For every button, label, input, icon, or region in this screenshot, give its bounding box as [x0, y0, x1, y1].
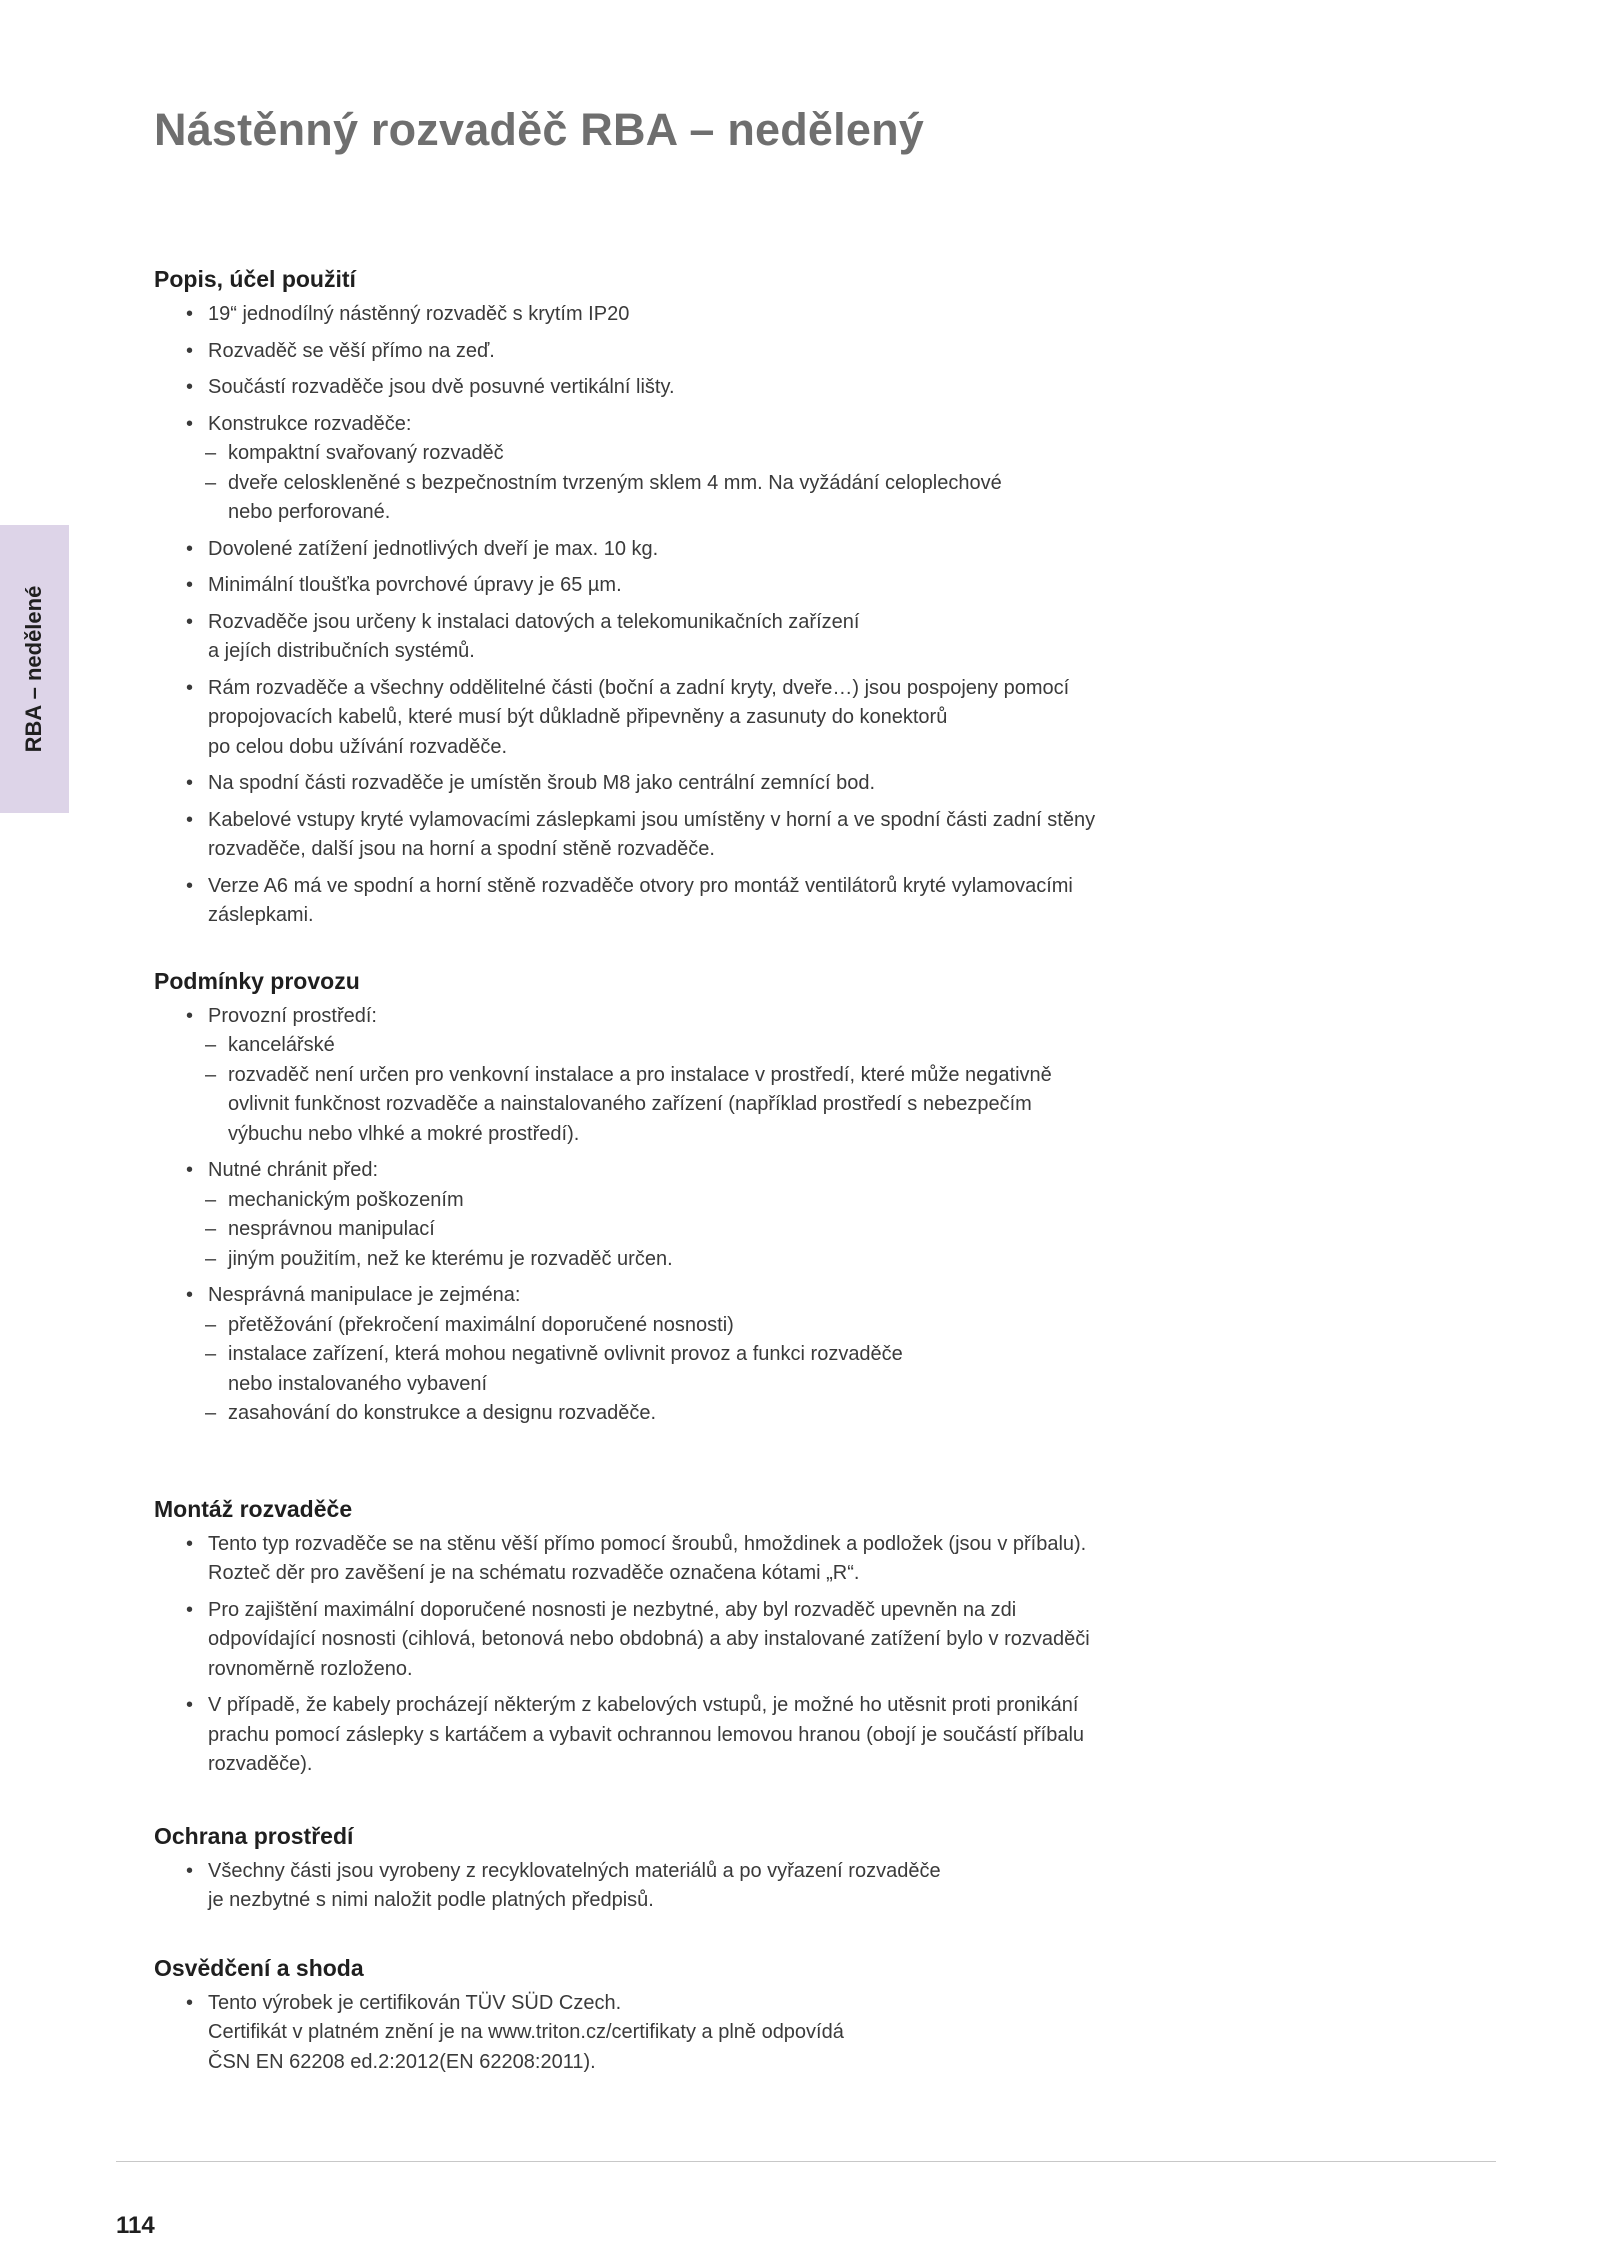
dash-icon: –	[205, 1343, 217, 1365]
dash-icon: –	[205, 1313, 217, 1336]
list-item	[154, 410, 1234, 528]
page-number: 114	[116, 2212, 155, 2239]
bullet-list	[154, 1002, 1234, 1429]
text-line: Nutné chránit před:	[208, 1159, 379, 1181]
list-item	[154, 1691, 1234, 1780]
text-line: – mechanickým poškozením	[208, 1186, 1234, 1216]
list-item	[154, 300, 1234, 330]
bullet-icon: •	[186, 1598, 194, 1621]
bullet-icon: •	[186, 1859, 194, 1882]
text-line: Pro zajištění maximální doporučené nosnosti je nezbytné, aby byl rozvaděč upevněn na zdi	[208, 1598, 1017, 1621]
dash-icon: –	[205, 1063, 217, 1086]
text-line: – zasahování do konstrukce a designu rozvaděče.	[208, 1399, 1234, 1429]
list-item	[154, 1857, 1234, 1916]
text-line: Kabelové vstupy kryté vylamovacími záslepkami jsou umístěny v horní a ve spodní části zadní stěny	[208, 808, 1096, 831]
bullet-icon: •	[186, 874, 194, 897]
list-item	[154, 608, 1234, 667]
text-line: odpovídající nosnosti (cihlová, betonová nebo obdobná) a aby instalované zatížení bylo v rozvaděči	[208, 1628, 1090, 1650]
text-line: – přetěžování (překročení maximální doporučené nosnosti)	[208, 1311, 1234, 1341]
dash-icon: –	[205, 1247, 217, 1270]
bullet-icon: •	[186, 412, 194, 435]
section-title: Montáž rozvaděče	[154, 1495, 353, 1522]
text-line: Tento typ rozvaděče se na stěnu věší přímo pomocí šroubů, hmoždinek a podložek (jsou v příbalu).	[208, 1532, 1087, 1555]
section	[154, 1494, 1234, 1780]
text-line: Konstrukce rozvaděče:	[208, 412, 412, 435]
text-line: – kompaktní svařovaný rozvaděč	[208, 439, 1234, 469]
section	[154, 264, 1234, 931]
bullet-list	[154, 1857, 1234, 1916]
text-line: – jiným použitím, než ke kterému je rozvaděč určen.	[208, 1245, 1234, 1275]
section-spacer	[154, 1923, 1234, 1953]
section-title: Osvědčení a shoda	[154, 1954, 364, 1981]
bullet-icon: •	[186, 610, 194, 633]
text-line: Rám rozvaděče a všechny oddělitelné části (boční a zadní kryty, dveře…) jsou pospojeny pomocí	[208, 676, 1070, 699]
text-line: Rozteč děr pro zavěšení je na schématu rozvaděče označena kótami „R“.	[208, 1562, 860, 1584]
list-item	[154, 769, 1234, 799]
dash-icon: –	[205, 1188, 217, 1211]
text-line: Na spodní části rozvaděče je umístěn šroub M8 jako centrální zemnící bod.	[208, 772, 876, 794]
text-line: – kancelářské	[208, 1031, 1234, 1061]
text-line: rozvaděče).	[208, 1753, 313, 1775]
section-spacer	[154, 1787, 1234, 1821]
list-item	[154, 535, 1234, 565]
text-line: Všechny části jsou vyrobeny z recyklovatelných materiálů a po vyřazení rozvaděče	[208, 1859, 941, 1882]
list-item	[154, 373, 1234, 403]
text-line: rozvaděče, další jsou na horní a spodní stěně rozvaděče.	[208, 838, 715, 860]
bullet-icon: •	[186, 1159, 194, 1181]
text-line: Tento výrobek je certifikován TÜV SÜD Czech.	[208, 1991, 622, 2014]
text-line: Rozvaděče jsou určeny k instalaci datových a telekomunikačních zařízení	[208, 610, 860, 633]
page-title: Nástěnný rozvaděč RBA – nedělený	[154, 104, 924, 155]
bullet-icon: •	[186, 574, 194, 596]
section	[154, 966, 1234, 1429]
bullet-icon: •	[186, 1991, 194, 2014]
text-line: prachu pomocí záslepky s kartáčem a vybavit ochrannou lemovou hranou (obojí je součástí příbalu	[208, 1723, 1085, 1746]
list-item	[154, 1530, 1234, 1589]
text-line: – rozvaděč není určen pro venkovní instalace a pro instalace v prostředí, které může negativně	[208, 1061, 1234, 1091]
bullet-list	[154, 1989, 1234, 2078]
text-line: – nesprávnou manipulací	[208, 1215, 1234, 1245]
text-line: výbuchu nebo vlhké a mokré prostředí).	[228, 1122, 580, 1145]
bullet-icon: •	[186, 1532, 194, 1555]
dash-icon: –	[205, 1034, 217, 1056]
bullet-icon: •	[186, 1004, 194, 1027]
text-line: Rozvaděč se věší přímo na zeď.	[208, 339, 495, 362]
dash-icon: –	[205, 442, 217, 464]
text-line: Dovolené zatížení jednotlivých dveří je max. 10 kg.	[208, 537, 659, 560]
bullet-icon: •	[186, 676, 194, 699]
text-line: Verze A6 má ve spodní a horní stěně rozvaděče otvory pro montáž ventilátorů kryté vylamovacími	[208, 874, 1073, 897]
bullet-icon: •	[186, 303, 194, 325]
list-item	[154, 674, 1234, 763]
side-tab-label: RBA – nedělené	[21, 585, 46, 753]
list-item	[154, 1281, 1234, 1429]
bullet-icon: •	[186, 537, 194, 560]
section	[154, 1821, 1234, 1916]
list-item	[154, 1002, 1234, 1150]
bullet-icon: •	[186, 1694, 194, 1716]
text-line: Minimální tloušťka povrchové úpravy je 65 µm.	[208, 574, 622, 596]
list-item	[154, 571, 1234, 601]
bullet-icon: •	[186, 1284, 194, 1306]
text-line: V případě, že kabely procházejí některým z kabelových vstupů, je možné ho utěsnit proti pronikání	[208, 1694, 1079, 1716]
dash-icon: –	[205, 471, 217, 494]
section-title: Popis, účel použití	[154, 266, 356, 292]
list-item	[154, 872, 1234, 931]
text-line: záslepkami.	[208, 904, 314, 926]
list-item	[154, 337, 1234, 367]
section	[154, 1953, 1234, 2078]
bullet-icon: •	[186, 339, 194, 362]
text-line: ČSN EN 62208 ed.2:2012(EN 62208:2011).	[208, 2050, 596, 2073]
dash-icon: –	[205, 1402, 217, 1424]
section-title: Podmínky provozu	[154, 967, 360, 994]
text-line: – dveře celoskleněné s bezpečnostním tvrzeným sklem 4 mm. Na vyžádání celoplechové	[208, 469, 1234, 499]
text-line: nebo instalovaného vybavení	[228, 1372, 488, 1395]
bullet-list	[154, 300, 1234, 931]
bullet-icon: •	[186, 808, 194, 831]
text-line: – instalace zařízení, která mohou negativně ovlivnit provoz a funkci rozvaděče	[208, 1340, 1234, 1370]
text-line: ovlivnit funkčnost rozvaděče a nainstalovaného zařízení (například prostředí s nebezpečím	[228, 1093, 1032, 1115]
section-spacer	[154, 1436, 1234, 1494]
text-line: Provozní prostředí:	[208, 1004, 377, 1027]
list-item	[154, 1596, 1234, 1685]
list-item	[154, 1156, 1234, 1274]
text-line: propojovacích kabelů, které musí být důkladně připevněny a zasunuty do konektorů	[208, 706, 948, 728]
section-title: Ochrana prostředí	[154, 1822, 354, 1849]
footer-divider	[116, 2161, 1496, 2162]
bullet-icon: •	[186, 376, 194, 398]
document-body	[154, 264, 1234, 2084]
text-line: nebo perforované.	[228, 501, 391, 523]
dash-icon: –	[205, 1218, 217, 1240]
text-line: Součástí rozvaděče jsou dvě posuvné vertikální lišty.	[208, 376, 675, 398]
text-line: po celou dobu užívání rozvaděče.	[208, 735, 508, 758]
section-spacer	[154, 938, 1234, 966]
list-item	[154, 1989, 1234, 2078]
text-line: a jejích distribučních systémů.	[208, 640, 475, 662]
text-line: rovnoměrně rozloženo.	[208, 1657, 413, 1680]
text-line: Certifikát v platném znění je na www.triton.cz/certifikaty a plně odpovídá	[208, 2021, 844, 2043]
bullet-list	[154, 1530, 1234, 1780]
text-line: 19“ jednodílný nástěnný rozvaděč s krytím IP20	[208, 303, 630, 325]
bullet-icon: •	[186, 772, 194, 794]
list-item	[154, 806, 1234, 865]
text-line: je nezbytné s nimi naložit podle platných předpisů.	[208, 1889, 654, 1911]
text-line: Nesprávná manipulace je zejména:	[208, 1284, 521, 1306]
